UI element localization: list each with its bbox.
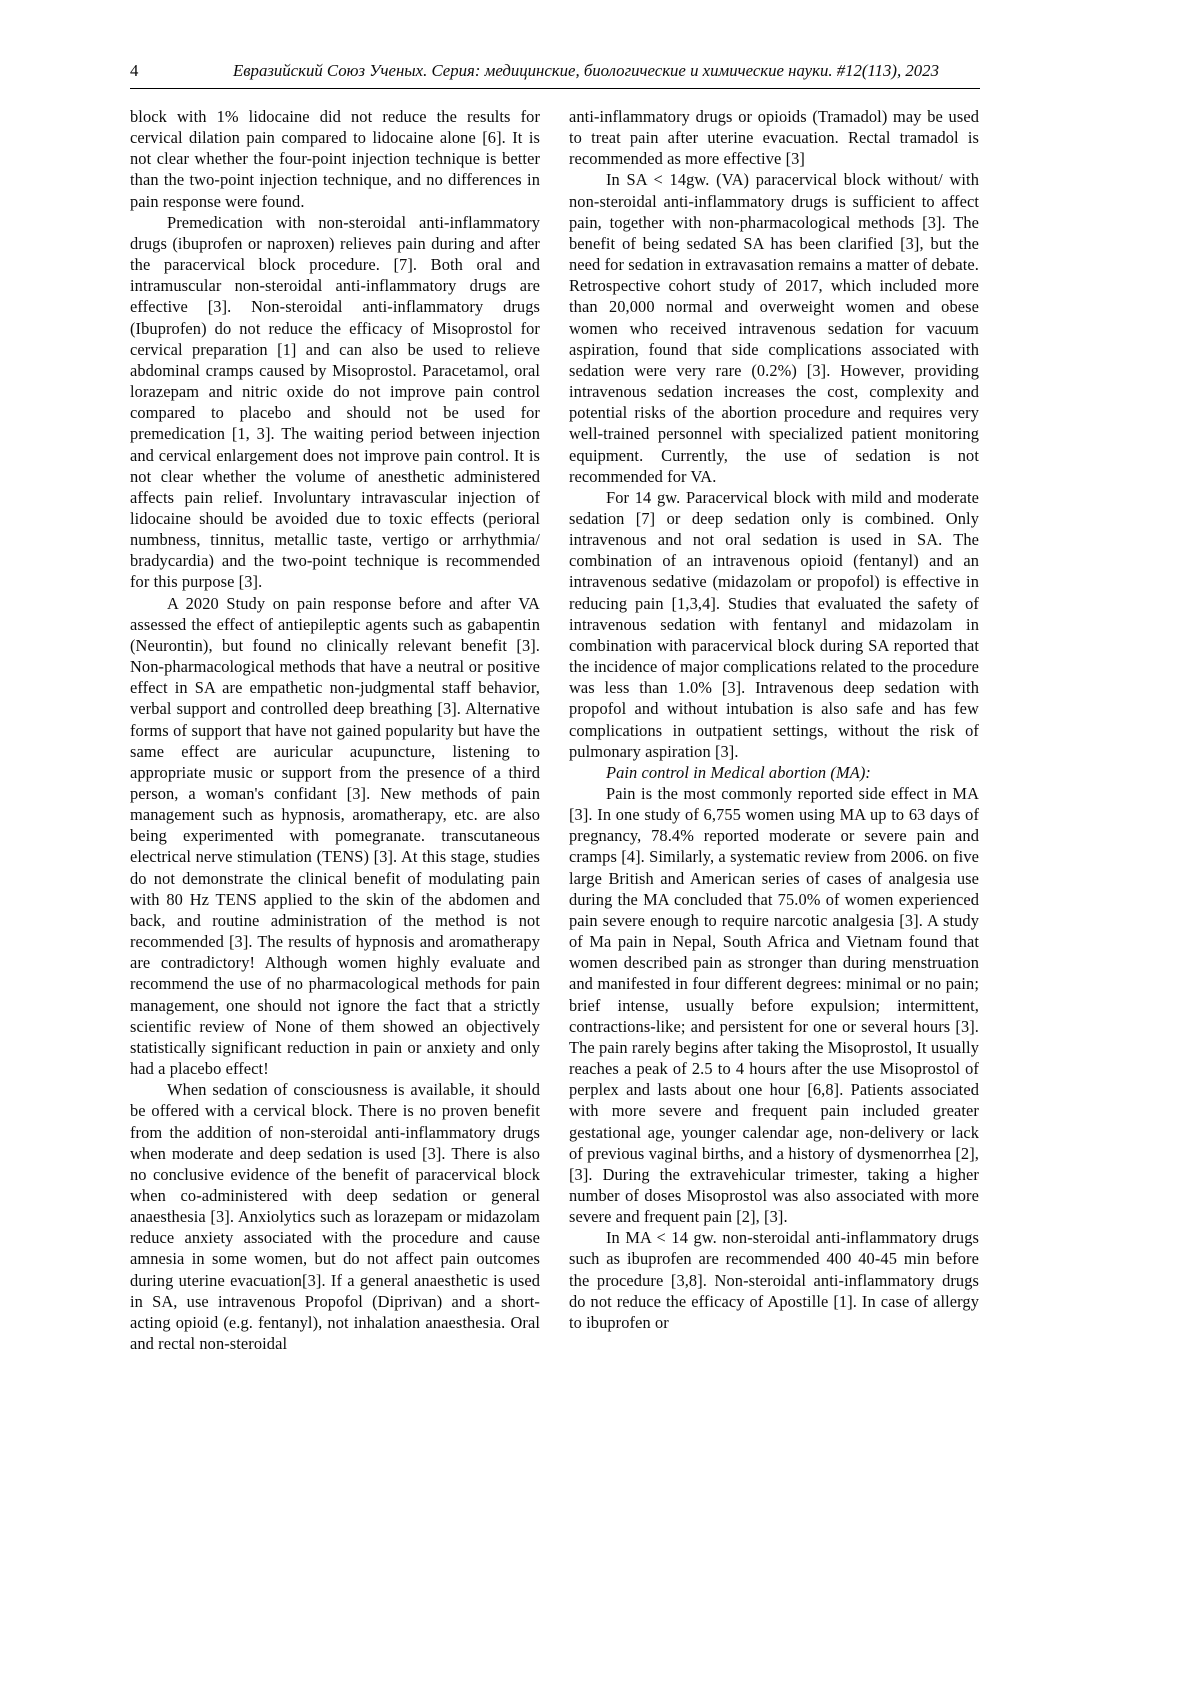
paragraph: Pain control in Medical abortion (MA): [606,762,871,782]
paragraph: When sedation of consciousness is available, it should be offered with a cervical block. There is no proven benefit from the addition of non-steroidal anti-inflammatory drugs when moderate and deep sedation is used [3]. There is also no conclusive evidence of the benefit of paracervical block when co-administered with deep sedation or general anaesthesia [3]. Anxiolytics such as lorazepam or midazolam reduce anxiety associated with the procedure and cause amnesia in some women, but do not affect pain outcomes during uterine evacuation[3]. If a general anaesthetic is used in SA, use intravenous Propofol (Diprivan) and a short-acting opioid (e.g. fentanyl), not inhalation anaesthesia. Oral and rectal non-steroidal [130,1080,540,1354]
left-column [130,106,540,1354]
article-body [130,106,980,1354]
paragraph: In SA < 14gw. (VA) paracervical block without/ with non-steroidal anti-inflammatory drugs is sufficient to affect pain, together with non-pharmacological methods [3]. The benefit of being sedated SA has been clarified [3], but the need for sedation in extravasation remains a matter of debate. Retrospective cohort study of 2017, which included more than 20,000 normal and overweight women and obese women who received intravenous sedation for vacuum aspiration, found that side complications associated with sedation were very rare (0.2%) [3]. However, providing intravenous sedation increases the cost, complexity and potential risks of the abortion procedure and requires very well-trained personnel with specialized patient monitoring equipment. Currently, the use of sedation is not recommended for VA. [569,170,979,486]
paragraph: For 14 gw. Paracervical block with mild and moderate sedation [7] or deep sedation only is combined. Only intravenous and not oral sedation is used in SA. The combination of an intravenous opioid (fentanyl) and an intravenous sedative (midazolam or propofol) is effective in reducing pain [1,3,4]. Studies that evaluated the safety of intravenous sedation with fentanyl and midazolam in combination with paracervical block during SA reported that the incidence of major complications related to the procedure was less than 1.0% [3]. Intravenous deep sedation with propofol and without intubation is also safe and has few complications in outpatient settings, without the risk of pulmonary aspiration [3]. [569,487,979,761]
right-column [569,106,979,1354]
journal-title: Евразийский Союз Ученых. Серия: медицинские, биологические и химические науки. #12(113), 2023 [233,61,939,80]
paragraph: In MA < 14 gw. non-steroidal anti-inflammatory drugs such as ibuprofen are recommended 400 40-45 min before the procedure [3,8]. Non-steroidal anti-inflammatory drugs do not reduce the efficacy of Apostille [1]. In case of allergy to ibuprofen or [569,1228,979,1332]
header-rule [130,88,980,89]
paragraph: Pain is the most commonly reported side effect in MA [3]. In one study of 6,755 women using MA up to 63 days of pregnancy, 78.4% reported moderate or severe pain and cramps [4]. Similarly, a systematic review from 2006. on five large British and American series of cases of analgesia use during the MA concluded that 75.0% of women experienced pain severe enough to require narcotic analgesia [3]. A study of Ma pain in Nepal, South Africa and Vietnam found that women described pain as stronger than during menstruation and manifested in four different degrees: minimal or no pain; brief intense, usually before expulsion; intermittent, contractions-like; and persistent for one or several hours [3]. The pain rarely begins after taking the Misoprostol, It usually reaches a peak of 2.5 to 4 hours after the use Misoprostol of perplex and lasts about one hour [6,8]. Patients associated with more severe and frequent pain included greater gestational age, younger calendar age, non-delivery or lack of previous vaginal births, and a history of dysmenorrhea [2], [3]. During the extravehicular trimester, taking a higher number of doses Misoprostol was also associated with more severe and frequent pain [2], [3]. [569,784,979,1227]
paragraph: A 2020 Study on pain response before and after VA assessed the effect of antiepileptic agents such as gabapentin (Neurontin), but found no clinically relevant benefit [3]. Non-pharmacological methods that have a neutral or positive effect in SA are empathetic non-judgmental staff behavior, verbal support and controlled deep breathing [3]. Alternative forms of support that have not gained popularity but have the same effect are auricular acupuncture, listening to appropriate music or support from the presence of a third person, a woman's confidant [3]. New methods of pain management such as hypnosis, aromatherapy, etc. are also being experimented with pomegranate. transcutaneous electrical nerve stimulation (TENS) [3]. At this stage, studies do not demonstrate the clinical benefit of modulating pain with 80 Hz TENS applied to the skin of the abdomen and back, and routine administration of the method is not recommended [3]. The results of hypnosis and aromatherapy are contradictory! Although women highly evaluate and recommend the use of no pharmacological methods for pain management, one should not ignore the fact that a strictly scientific review of None of them showed an objectively statistically significant reduction in pain or anxiety and only had a placebo effect! [130,593,540,1079]
page-header [130,60,980,81]
paragraph: block with 1% lidocaine did not reduce the results for cervical dilation pain compared to lidocaine alone [6]. It is not clear whether the four-point injection technique is better than the two-point injection technique, and no differences in pain response were found. [130,107,540,211]
paragraph: anti-inflammatory drugs or opioids (Tramadol) may be used to treat pain after uterine evacuation. Rectal tramadol is recommended as more effective [3] [569,107,979,169]
page-number: 4 [130,61,139,80]
paragraph: Premedication with non-steroidal anti-inflammatory drugs (ibuprofen or naproxen) relieves pain during and after the paracervical block procedure. [7]. Both oral and intramuscular non-steroidal anti-inflammatory drugs are effective [3]. Non-steroidal anti-inflammatory drugs (Ibuprofen) do not reduce the efficacy of Misoprostol for cervical preparation [1] and can also be used to relieve abdominal cramps caused by Misoprostol. Paracetamol, oral lorazepam and nitric oxide do not improve pain control compared to placebo and should not be used for premedication [1, 3]. The waiting period between injection and cervical enlargement does not improve pain control. It is not clear whether the volume of anesthetic administered affects pain relief. Involuntary intravascular injection of lidocaine should be avoided due to toxic effects (perioral numbness, tinnitus, metallic taste, vertigo or arrhythmia/ bradycardia) and the two-point technique is recommended for this purpose [3]. [130,212,540,592]
